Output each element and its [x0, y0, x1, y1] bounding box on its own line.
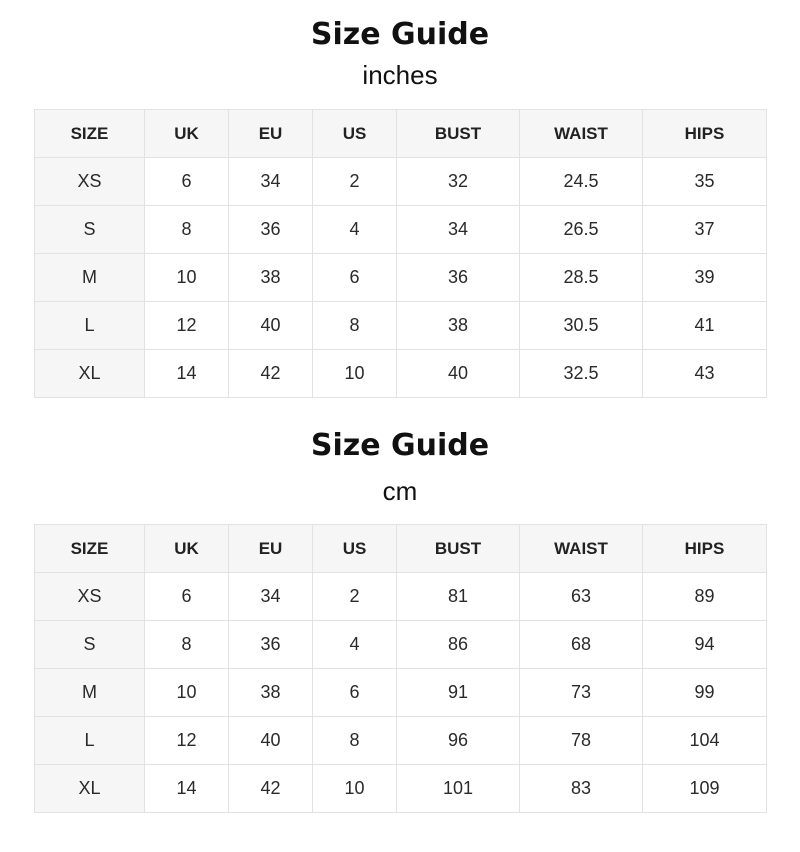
us-cell: 4 [313, 621, 397, 669]
column-header-uk: UK [145, 525, 229, 573]
us-cell: 10 [313, 765, 397, 813]
column-header-uk: UK [145, 110, 229, 158]
eu-cell: 34 [229, 573, 313, 621]
column-header-us: US [313, 110, 397, 158]
column-header-eu: EU [229, 110, 313, 158]
size-guide-title-inches: Size Guide [310, 17, 490, 52]
bust-cell: 38 [397, 302, 520, 350]
size-cell: XL [35, 350, 145, 398]
table-row [35, 350, 767, 398]
waist-cell: 78 [520, 717, 643, 765]
column-header-waist: WAIST [520, 110, 643, 158]
hips-cell: 109 [643, 765, 767, 813]
column-header-bust: BUST [397, 525, 520, 573]
size-table-cm [34, 524, 767, 813]
waist-cell: 30.5 [520, 302, 643, 350]
hips-cell: 37 [643, 206, 767, 254]
column-header-bust: BUST [397, 110, 520, 158]
bust-cell: 81 [397, 573, 520, 621]
eu-cell: 38 [229, 669, 313, 717]
uk-cell: 10 [145, 254, 229, 302]
uk-cell: 8 [145, 206, 229, 254]
table-row [35, 158, 767, 206]
table-row [35, 765, 767, 813]
size-cell: XS [35, 573, 145, 621]
waist-cell: 28.5 [520, 254, 643, 302]
size-cell: M [35, 669, 145, 717]
waist-cell: 63 [520, 573, 643, 621]
us-cell: 6 [313, 669, 397, 717]
unit-label-cm: cm [382, 476, 418, 506]
waist-cell: 26.5 [520, 206, 643, 254]
uk-cell: 8 [145, 621, 229, 669]
column-header-size: SIZE [35, 525, 145, 573]
size-table-inches [34, 109, 767, 398]
bust-cell: 101 [397, 765, 520, 813]
size-cell: XL [35, 765, 145, 813]
eu-cell: 34 [229, 158, 313, 206]
hips-cell: 41 [643, 302, 767, 350]
uk-cell: 14 [145, 350, 229, 398]
size-cell: S [35, 621, 145, 669]
waist-cell: 83 [520, 765, 643, 813]
size-cell: L [35, 717, 145, 765]
column-header-size: SIZE [35, 110, 145, 158]
column-header-us: US [313, 525, 397, 573]
size-cell: L [35, 302, 145, 350]
table-header-row [35, 525, 767, 573]
eu-cell: 42 [229, 350, 313, 398]
hips-cell: 39 [643, 254, 767, 302]
table-row [35, 573, 767, 621]
uk-cell: 12 [145, 717, 229, 765]
column-header-waist: WAIST [520, 525, 643, 573]
size-cell: M [35, 254, 145, 302]
table-row [35, 621, 767, 669]
waist-cell: 32.5 [520, 350, 643, 398]
bust-cell: 96 [397, 717, 520, 765]
us-cell: 2 [313, 158, 397, 206]
waist-cell: 73 [520, 669, 643, 717]
bust-cell: 91 [397, 669, 520, 717]
table-row [35, 669, 767, 717]
bust-cell: 40 [397, 350, 520, 398]
unit-label-inches: inches [362, 60, 438, 90]
bust-cell: 86 [397, 621, 520, 669]
us-cell: 10 [313, 350, 397, 398]
table-row [35, 206, 767, 254]
us-cell: 2 [313, 573, 397, 621]
us-cell: 4 [313, 206, 397, 254]
table-row [35, 302, 767, 350]
uk-cell: 6 [145, 573, 229, 621]
size-cell: XS [35, 158, 145, 206]
bust-cell: 36 [397, 254, 520, 302]
eu-cell: 42 [229, 765, 313, 813]
uk-cell: 12 [145, 302, 229, 350]
hips-cell: 99 [643, 669, 767, 717]
size-guide-title-cm: Size Guide [310, 428, 490, 463]
hips-cell: 35 [643, 158, 767, 206]
column-header-hips: HIPS [643, 525, 767, 573]
us-cell: 8 [313, 717, 397, 765]
uk-cell: 10 [145, 669, 229, 717]
eu-cell: 40 [229, 717, 313, 765]
bust-cell: 32 [397, 158, 520, 206]
size-cell: S [35, 206, 145, 254]
hips-cell: 94 [643, 621, 767, 669]
waist-cell: 24.5 [520, 158, 643, 206]
eu-cell: 36 [229, 206, 313, 254]
uk-cell: 6 [145, 158, 229, 206]
hips-cell: 89 [643, 573, 767, 621]
column-header-hips: HIPS [643, 110, 767, 158]
table-row [35, 717, 767, 765]
us-cell: 8 [313, 302, 397, 350]
bust-cell: 34 [397, 206, 520, 254]
waist-cell: 68 [520, 621, 643, 669]
eu-cell: 36 [229, 621, 313, 669]
hips-cell: 43 [643, 350, 767, 398]
eu-cell: 40 [229, 302, 313, 350]
column-header-eu: EU [229, 525, 313, 573]
table-row [35, 254, 767, 302]
table-header-row [35, 110, 767, 158]
us-cell: 6 [313, 254, 397, 302]
eu-cell: 38 [229, 254, 313, 302]
hips-cell: 104 [643, 717, 767, 765]
uk-cell: 14 [145, 765, 229, 813]
